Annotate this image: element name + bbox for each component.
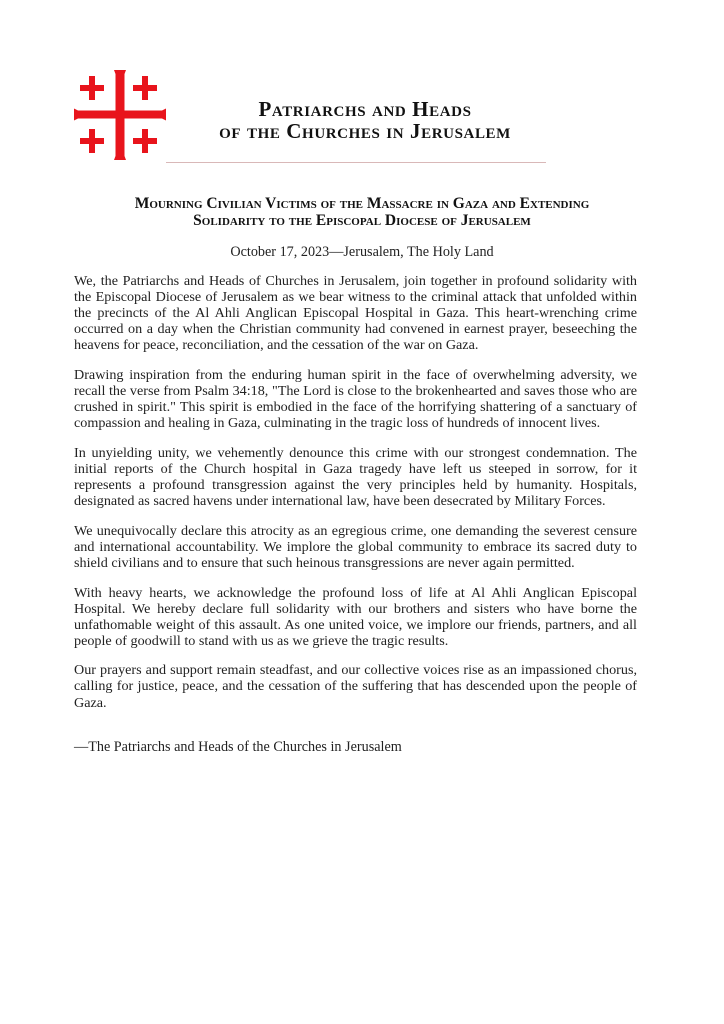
paragraph-4: We unequivocally declare this atrocity as an egregious crime, one demanding the severest censure and international accountability. We implore the global community to embrace its sacred duty to shield civilians and to ensure that such heinous transgressions are never again permitted. [74, 522, 637, 571]
document-title [60, 195, 664, 229]
organization-name [160, 98, 570, 142]
statement-body [74, 273, 637, 724]
paragraph-2: Drawing inspiration from the enduring human spirit in the face of overwhelming adversity, we recall the verse from Psalm 34:18, "The Lord is close to the brokenhearted and saves those who are crushed in spirit." This spirit is embodied in the face of the horrifying shattering of a sanctuary of compassion and healing in Gaza, culminating in the tragic loss of hundreds of innocent lives. [74, 366, 637, 432]
paragraph-5: With heavy hearts, we acknowledge the profound loss of life at Al Ahli Anglican Episcopal Hospital. We hereby declare full solidarity with our brothers and sisters who have borne the unfathomable weight of this assault. As one united voice, we implore our friends, partners, and all people of goodwill to stand with us as we grieve the tragic results. [74, 584, 637, 649]
letterhead-divider [166, 162, 546, 163]
document-title-line-2: Solidarity to the Episcopal Diocese of Jerusalem [193, 212, 531, 229]
dateline: October 17, 2023—Jerusalem, The Holy Land [230, 244, 494, 260]
signature: —The Patriarchs and Heads of the Churches in Jerusalem [74, 739, 402, 755]
document-title-line-1: Mourning Civilian Victims of the Massacre in Gaza and Extending [134, 195, 590, 212]
paragraph-3: In unyielding unity, we vehemently denounce this crime with our strongest condemnation. The initial reports of the Church hospital in Gaza tragedy have left us steeped in sorrow, for it represents a profound transgression against the very principles held by humanity. Hospitals, designated as sacred havens under international law, have been desecrated by Military Forces. [74, 444, 637, 510]
organization-name-line-1: Patriarchs and Heads [258, 97, 472, 121]
paragraph-6: Our prayers and support remain steadfast, and our collective voices rise as an impassioned chorus, calling for justice, peace, and the cessation of the suffering that has descended upon the people of Gaza. [74, 662, 637, 711]
paragraph-1: We, the Patriarchs and Heads of Churches in Jerusalem, join together in profound solidarity with the Episcopal Diocese of Jerusalem as we bear witness to the criminal attack that unfolded within the precincts of the Al Ahli Anglican Episcopal Hospital in Gaza. This heart-wrenching crime occurred on a day when the Christian community had convened in earnest prayer, beseeching the heavens for peace, reconciliation, and the cessation of the war on Gaza. [74, 273, 637, 354]
jerusalem-cross-icon [72, 68, 168, 162]
organization-name-line-2: of the Churches in Jerusalem [219, 119, 511, 143]
